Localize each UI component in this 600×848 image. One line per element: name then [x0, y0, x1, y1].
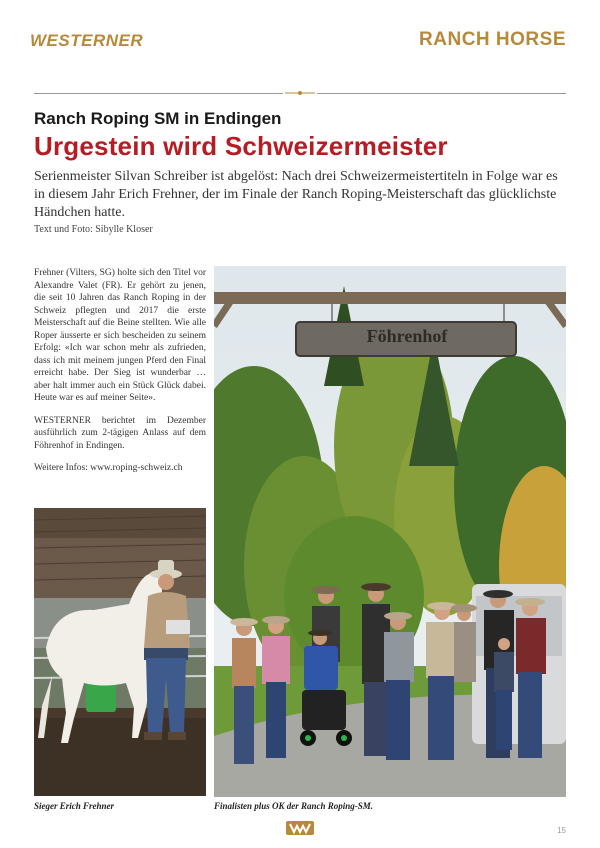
farm-sign-text: Föhrenhof	[366, 326, 448, 346]
divider-left	[34, 93, 283, 94]
article-lead: Serienmeister Silvan Schreiber ist abgelöst: Nach drei Schweizermeistertiteln in Folge war es in diesem Jahr Erich Frehner, der im Finale der Ranch Roping-Meisterschaft das glücklichste Händchen hatte.	[34, 169, 558, 220]
divider-ornament	[285, 90, 315, 96]
westerner-footer-logo-icon	[286, 821, 314, 835]
group-photo	[214, 266, 566, 797]
body-paragraph: WESTERNER berichtet im Dezember ausführlich zum 2-tägigen Anlass auf dem Föhrenhof in Endingen.	[34, 415, 206, 451]
westerner-logo: WESTERNER	[30, 31, 144, 50]
article-headline: Urgestein wird Schweizermeister	[34, 131, 448, 161]
page-number: 15	[557, 826, 566, 835]
winner-photo	[34, 508, 206, 796]
winner-photo-caption: Sieger Erich Frehner	[34, 801, 115, 811]
divider-right	[317, 93, 566, 94]
article-credit: Text und Foto: Sibylle Kloser	[34, 224, 153, 235]
article-body	[34, 267, 206, 485]
body-paragraph: Frehner (Vilters, SG) holte sich den Titel vor Alexandre Valet (FR). Er gehört zu jenen, die seit 10 Jahren das Ranch Roping in der Schweiz pflegten und 2017 die erste Meisterschaft auf die Beine stellten. Wie alle Roper äusserte er sich bescheiden zu seinem Erfolg: «Ich war schon mehr als zufrieden, dass ich mit meinem jungen Pferd den Final erreicht habe. Der Sieg ist wunderbar … aber halt immer auch ein Stück Glück dabei. Heute war es auf meiner Seite».	[34, 268, 206, 403]
body-link-paragraph[interactable]: Weitere Infos: www.roping-schweiz.ch	[34, 463, 183, 473]
group-photo-caption: Finalisten plus OK der Ranch Roping-SM.	[214, 801, 374, 811]
section-title: RANCH HORSE	[419, 29, 566, 50]
article-kicker: Ranch Roping SM in Endingen	[34, 109, 282, 128]
